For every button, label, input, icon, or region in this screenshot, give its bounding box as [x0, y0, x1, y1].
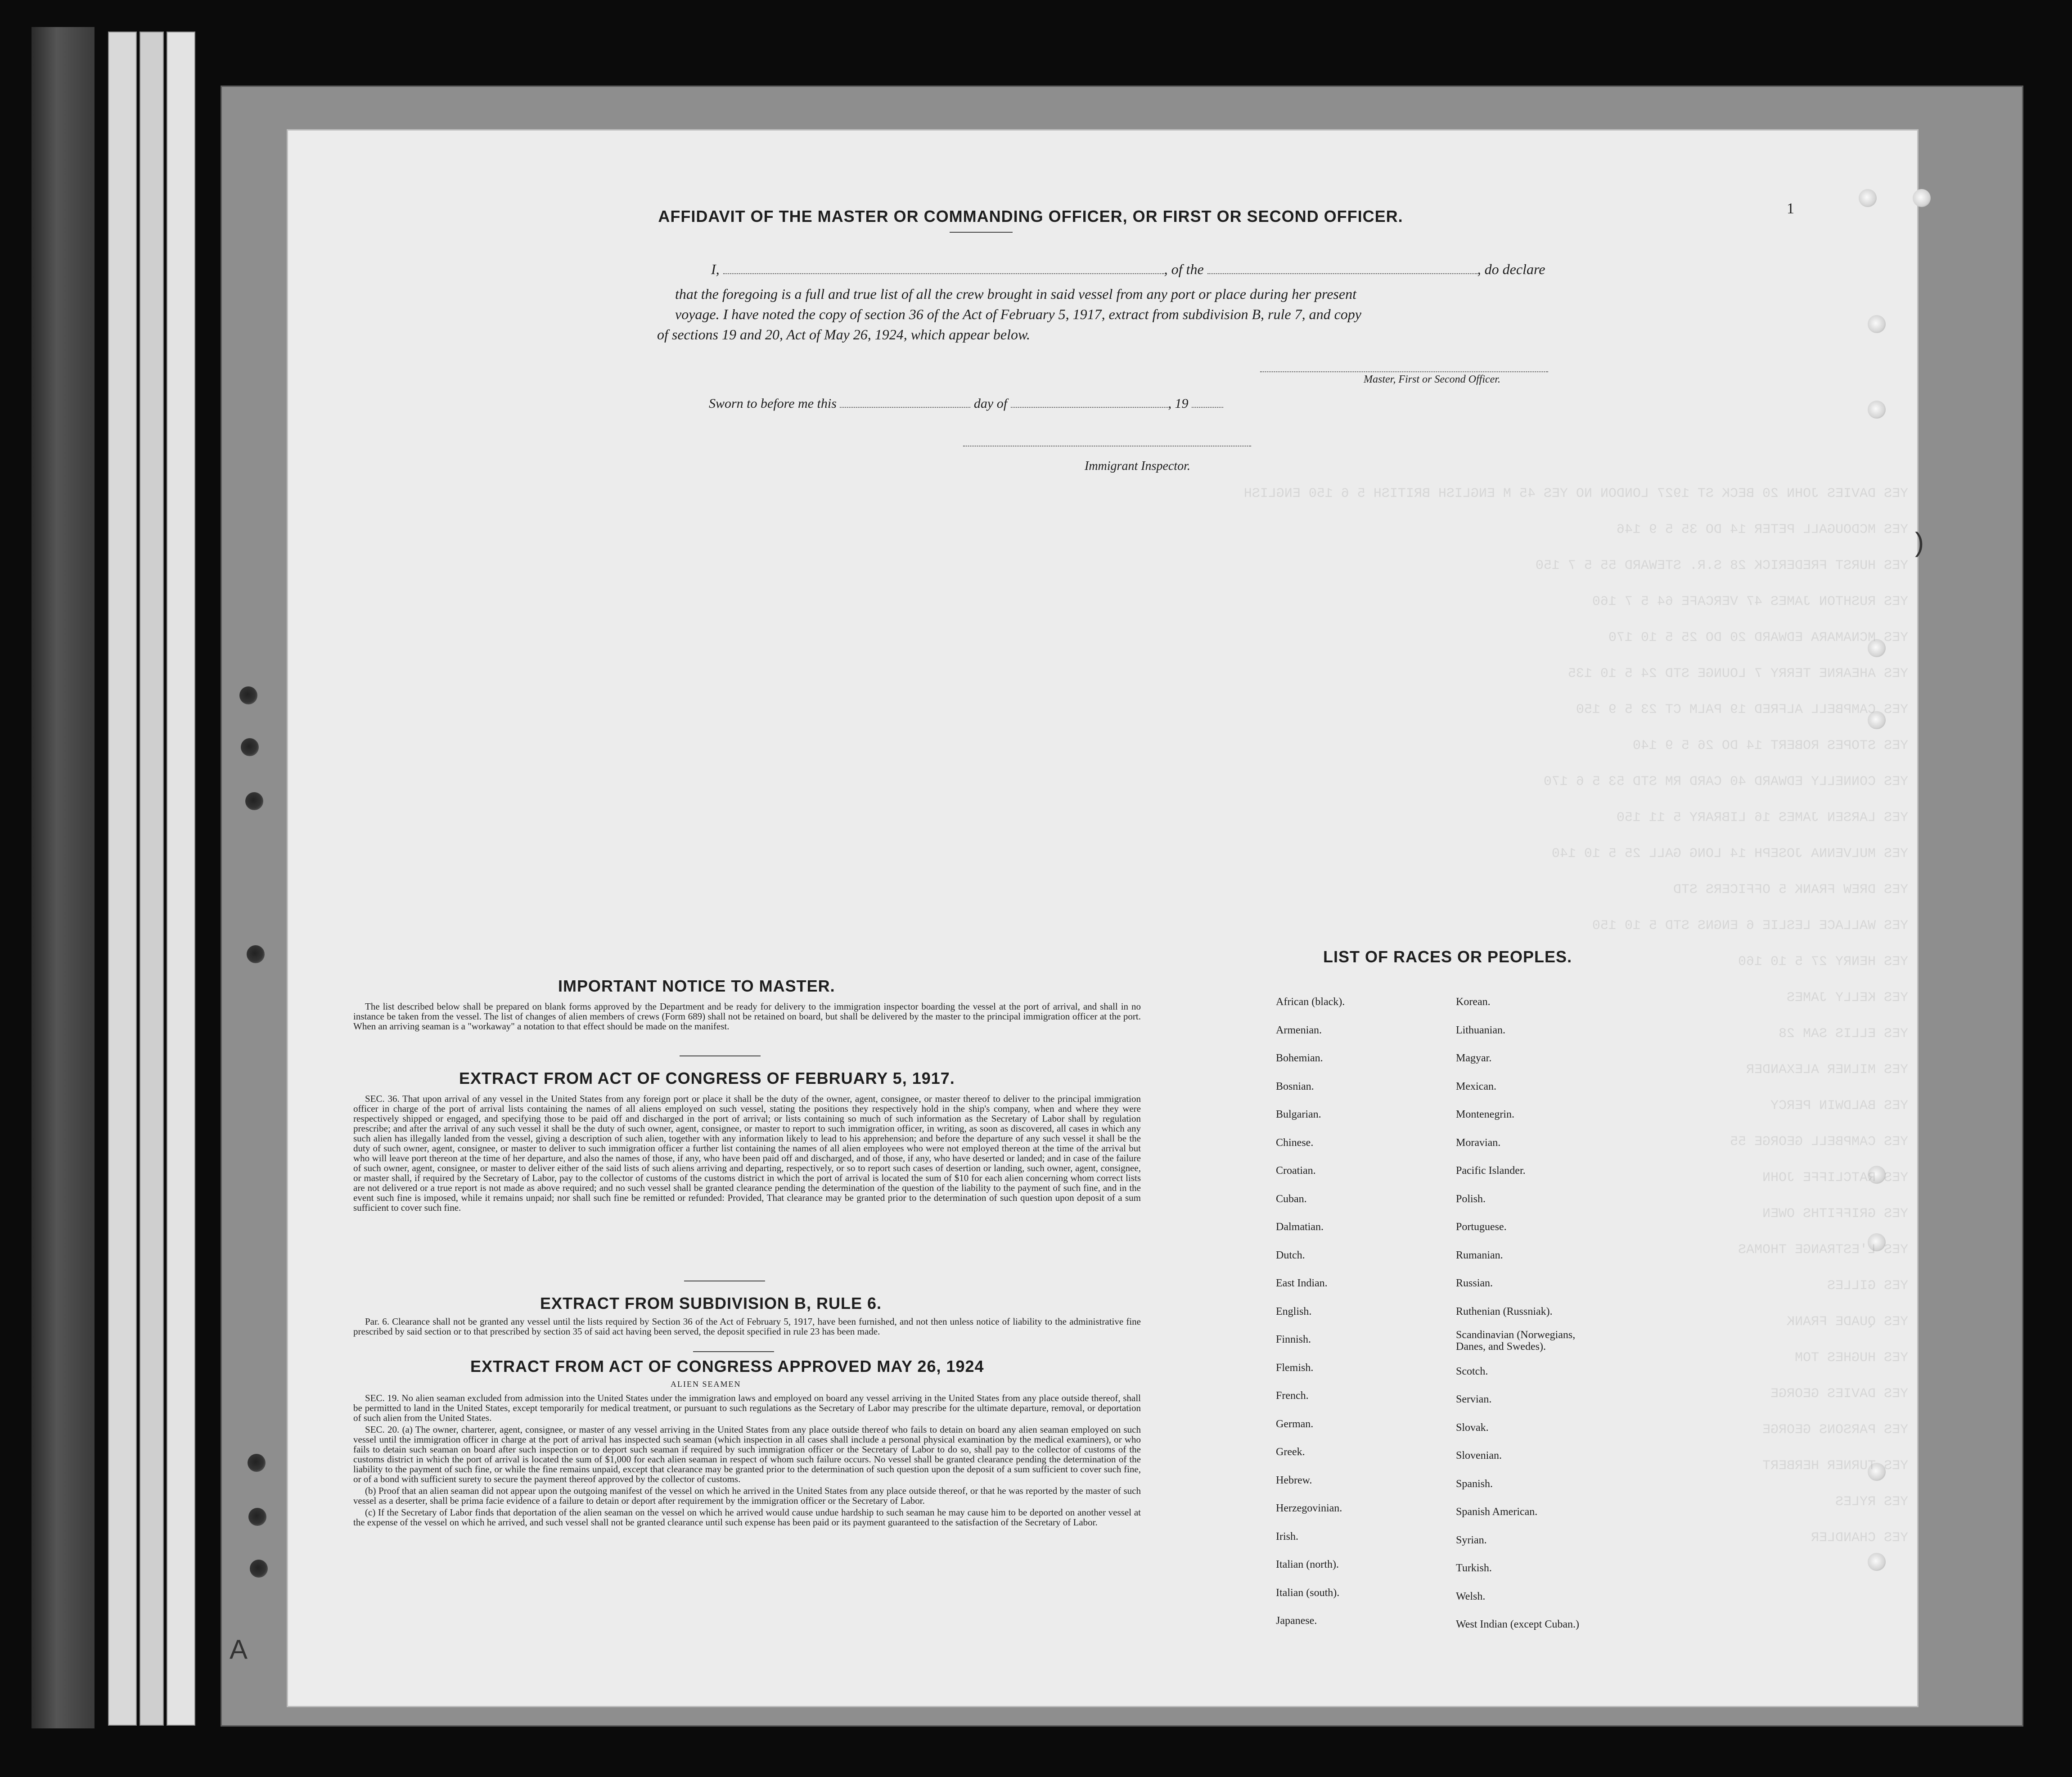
- race-item: French.: [1276, 1390, 1309, 1402]
- race-item: Finnish.: [1276, 1334, 1311, 1345]
- affidavit-text-line: of sections 19 and 20, Act of May 26, 1924, which appear below.: [657, 326, 1030, 343]
- margin-letter-mark: A: [230, 1634, 248, 1664]
- affidavit-text-line: voyage. I have noted the copy of section 36 of the Act of February 5, 1917, extract from subdivision B, rule 7, and copy: [675, 306, 1361, 322]
- race-item: Scotch.: [1456, 1365, 1488, 1377]
- vessel-name-field[interactable]: [1207, 273, 1477, 274]
- affidavit-of-the-label: , of the: [1164, 261, 1204, 277]
- race-item: Magyar.: [1456, 1052, 1492, 1064]
- race-item: Bulgarian.: [1276, 1109, 1321, 1120]
- section-19-text: SEC. 19. No alien seaman excluded from admission into the United States under the immigration laws and employed on board any vessel arriving in the United States from any place outside thereof, shall be permitted to land in the United States, except temporarily for medical treatment, or pursuant to such regulations as the Secretary of Labor may prescribe for the ultimate departure, removal, or deportation of such alien from the United States.: [353, 1393, 1141, 1423]
- alien-seamen-subtitle: ALIEN SEAMEN: [671, 1380, 741, 1389]
- sworn-day-label: day of: [973, 396, 1008, 411]
- extract-1917-title: EXTRACT FROM ACT OF CONGRESS OF FEBRUARY 5, 1917.: [459, 1069, 955, 1087]
- race-item: African (black).: [1276, 996, 1345, 1008]
- race-item: Lithuanian.: [1456, 1024, 1505, 1036]
- section-20b-text: (b) Proof that an alien seaman did not appear upon the outgoing manifest of the vessel on which he arrived in the United States from any place outside thereof, or that he was reported by the master of such vessel as a deserter, shall be prima facie evidence of a failure to detain or deport after requirement by the immigration officer or the Secretary of Labor.: [353, 1485, 1141, 1506]
- bleed-through: YES DAVIES JOHN 20 BECK ST 1927 LONDON NO YES 45 M ENGLISH BRITISH 5 6 150 ENGLISH YES MCDOUGALL PETER 14 DO 35 5 9 146 YES HURST FREDERICK 28 S.R. STEWARD 55 5 7 150 YES RUSHTON JAMES 47 VERCAFE 64 5 7 160 YES MCNAMARA EDWARD 20 DO 25 5 10 170 YES AHEARNE TERRY 7 LOUNGE STD 24 5 10 135 YES CAMPBELL ALFRED 19 PALM CT 23 5 9 150 YES STOPES ROBERT 14 DO 26 5 9 140 YES CONNELLY EDWARD 40 CARD RM STD 53 5 6 170 YES LARSEN JAMES 16 LIBRARY 5 11 150 YES MULVENNA JOSEPH 14 LONG GALL 25 5 10 140 YES DREW FRANK 5 OFFICERS STD YES WALLACE LESLIE 6 ENGNS STD 5 10 150 YES HENRY 27 5 10 160 YES KELLY JAMES YES ELLIS SAM 28 YES MILNER ALEXANDER YES BALDWIN PERCY YES CAMPBELL GEORGE 55 YES RATCLIFFE JOHN YES GRIFFITHS OWEN YES L'ESTRANGE THOMAS YES GILLES YES QUADE FRANK YES HUGHES TOM YES DAVIES GEORGE YES PARSONS GEORGE YES TURNER HERBERT YES RYLES YES CHANDLER: [1243, 486, 1908, 1546]
- punch-hole: [248, 1508, 266, 1526]
- divider: [950, 232, 1013, 233]
- punch-hole: [239, 686, 257, 704]
- race-item: Chinese.: [1276, 1137, 1314, 1149]
- race-item: Spanish.: [1456, 1478, 1493, 1490]
- race-item: West Indian (except Cuban.): [1456, 1619, 1579, 1630]
- rule-6-text: Par. 6. Clearance shall not be granted any vessel until the lists required by Section 36 of the Act of February 5, 1917, have been furnished, and not then unless notice of liability to the administrative fine prescribed by said section or to that prescribed by section 35 of said act having been served, the deposit specified in rule 23 has been made.: [353, 1316, 1141, 1337]
- race-item: Slovenian.: [1456, 1450, 1502, 1461]
- section-20a-text: SEC. 20. (a) The owner, charterer, agent, consignee, or master of any vessel arriving in the United States from any place outside thereof who fails to detain on board any alien seaman employed on such vessel until the immigration officer in charge at the port of arrival has inspected such seaman (which inspection in all cases shall include a personal physical examination by the medical examiners), or who fails to detain such seaman on board after such inspection or to deport such seaman if required by such immigration officer or the Secretary of Labor to do so, shall pay to the collector of customs of the customs district in which the port of arrival is located the sum of $1,000 for each alien seaman in respect of whom such failure occurs. No vessel shall be granted clearance pending the determination of the liability to the payment of such fine, or while the fine remains unpaid, except that clearance may be granted prior to the determination of such question upon the deposit of a sum sufficient to cover such fine, or of a bond with sufficient surety to secure the payment thereof approved by the collector of customs.: [353, 1424, 1141, 1484]
- section-36-text: SEC. 36. That upon arrival of any vessel in the United States from any foreign port or place it shall be the duty of the owner, agent, consignee, or master thereof to deliver to the principal immigration officer in charge of the port of arrival lists containing the names of all aliens employed on such vessel, stating the positions they respectively hold in the ship's company, when and where they were respectively shipped or engaged, and specifying those to be paid off and discharged in the port of arrival; or lists containing so much of such information as the Secretary of Labor shall by regulation prescribe; and after the arrival of any such vessel it shall be the duty of such owner, agent, consignee, or master to report to such immigration officer, in writing, as soon as discovered, all cases in which any such alien has illegally landed from the vessel, giving a description of such alien, together with any information likely to lead to his apprehension; and before the departure of any such vessel it shall be the duty of such owner, agent, consignee, or master to deliver to such immigration officer a further list containing the names of all alien employees who were not employed thereon at the time of the arrival but who will leave port thereon at the time of her departure, and also the names of those, if any, who have been paid off and discharged, and of those, if any, who have deserted or landed; and in case of the failure of such owner, agent, consignee, or master to deliver either of the said lists of such aliens arriving and departing, respectively, or so to report such cases of desertion or landing, such owner, agent, consignee, or master shall, if required by the Secretary of Labor, pay to the collector of customs of the customs district in which the port of arrival is located the sum of $10 for each alien concerning whom correct lists are not delivered or a true report is not made as above required; and no such vessel shall be granted clearance pending the determination of the question of the liability to the payment of such fine, and in the event such fine is imposed, while it remains unpaid; nor shall such fine be remitted or refunded: Provided, That clearance may be granted prior to the determination of such question upon deposit of a sum sufficient to cover such fine.: [353, 1093, 1141, 1213]
- notice-text: The list described below shall be prepared on blank forms approved by the Department and be ready for delivery to the immigration inspector boarding the vessel at the port of arrival, and shall in no instance be taken from the vessel. The list of changes of alien members of crews (Form 689) shall not be retained on board, but shall be delivered by the master to the principal immigration officer at the port. When an arriving seaman is a "workaway" a notation to that effect should be made on the manifest.: [353, 1001, 1141, 1032]
- punch-hole: [248, 1454, 266, 1472]
- inspector-signature-line: [963, 446, 1251, 447]
- race-item: Japanese.: [1276, 1615, 1317, 1627]
- page-edge-strip: [140, 32, 164, 1726]
- race-item: Rumanian.: [1456, 1249, 1503, 1261]
- race-item: Syrian.: [1456, 1534, 1487, 1546]
- affidavit-title: AFFIDAVIT OF THE MASTER OR COMMANDING OFFICER, OR FIRST OR SECOND OFFICER.: [658, 207, 1403, 226]
- divider: [693, 1351, 774, 1352]
- race-item: Scandinavian (Norwegians, Danes, and Swedes).: [1456, 1329, 1576, 1353]
- race-item: English.: [1276, 1305, 1312, 1317]
- extract-rule6-title: EXTRACT FROM SUBDIVISION B, RULE 6.: [540, 1294, 882, 1312]
- race-item: Welsh.: [1456, 1590, 1486, 1602]
- race-item: Ruthenian (Russniak).: [1456, 1305, 1553, 1317]
- punch-hole: [241, 738, 259, 756]
- extract-rule6-body: [353, 1317, 1141, 1338]
- punch-hole: [245, 792, 263, 810]
- affidavit-i-label: I,: [711, 261, 720, 277]
- page-edge-strip: [167, 32, 195, 1726]
- document-page: [230, 131, 1924, 1706]
- races-left-column: [1276, 988, 1345, 1635]
- race-item: Bosnian.: [1276, 1080, 1314, 1092]
- race-item: Russian.: [1456, 1277, 1493, 1289]
- divider: [680, 1055, 761, 1056]
- race-item: Armenian.: [1276, 1024, 1322, 1036]
- race-item: Irish.: [1276, 1530, 1298, 1542]
- race-item: Dalmatian.: [1276, 1221, 1324, 1233]
- sworn-year-label: , 19: [1168, 396, 1189, 411]
- affidavit-text-line: that the foregoing is a full and true list of all the crew brought in said vessel from any port or place during her present: [675, 286, 1356, 302]
- race-item: Italian (north).: [1276, 1559, 1339, 1570]
- race-item: Pacific Islander.: [1456, 1165, 1526, 1177]
- race-item: Bohemian.: [1276, 1052, 1323, 1064]
- section-20c-text: (c) If the Secretary of Labor finds that deportation of the alien seaman on the vessel on which he arrived would cause undue hardship to such seaman he may cause him to be deported on another vessel at the expense of the vessel on which he arrived, and such vessel shall not be granted clearance until such expense has been paid or its payment guaranteed to the satisfaction of the Secretary of Labor.: [353, 1507, 1141, 1528]
- extract-1917-body: [353, 1094, 1141, 1214]
- page-number: 1: [1787, 200, 1794, 217]
- race-item: East Indian.: [1276, 1277, 1328, 1289]
- punch-hole: [247, 945, 265, 963]
- sworn-day-field[interactable]: [840, 407, 970, 408]
- sworn-year-field[interactable]: [1192, 407, 1223, 408]
- master-signature-label: Master, First or Second Officer.: [1364, 374, 1500, 385]
- races-title: LIST OF RACES OR PEOPLES.: [1323, 947, 1572, 966]
- race-item: Greek.: [1276, 1446, 1305, 1458]
- master-name-field[interactable]: [723, 273, 1164, 274]
- race-item: Portuguese.: [1456, 1221, 1507, 1233]
- affidavit-declaration-line: [711, 261, 1545, 278]
- page-edge-strip: [108, 32, 137, 1726]
- race-item: German.: [1276, 1418, 1314, 1430]
- race-item: Dutch.: [1276, 1249, 1305, 1261]
- notice-title: IMPORTANT NOTICE TO MASTER.: [558, 977, 835, 995]
- master-signature-line: [1260, 371, 1548, 372]
- race-item: Servian.: [1456, 1394, 1492, 1405]
- race-item: Croatian.: [1276, 1165, 1316, 1177]
- sworn-label: Sworn to before me this: [709, 396, 837, 411]
- punch-hole: [250, 1560, 268, 1578]
- binder-spine: [32, 27, 95, 1728]
- race-item: Polish.: [1456, 1193, 1486, 1205]
- race-item: Moravian.: [1456, 1137, 1501, 1149]
- notice-body: [353, 1001, 1141, 1033]
- race-item: Flemish.: [1276, 1362, 1314, 1374]
- sworn-line: [709, 396, 1223, 411]
- races-right-column: [1456, 988, 1604, 1639]
- race-item: Mexican.: [1456, 1080, 1496, 1092]
- sworn-month-field[interactable]: [1011, 407, 1168, 408]
- race-item: Spanish American.: [1456, 1506, 1538, 1518]
- race-item: Hebrew.: [1276, 1474, 1312, 1486]
- race-item: Slovak.: [1456, 1421, 1489, 1434]
- race-item: Cuban.: [1276, 1193, 1307, 1205]
- race-item: Turkish.: [1456, 1562, 1492, 1574]
- extract-1924-title: EXTRACT FROM ACT OF CONGRESS APPROVED MAY 26, 1924: [470, 1357, 984, 1376]
- extract-1924-body: [353, 1393, 1141, 1529]
- race-item: Korean.: [1456, 996, 1491, 1008]
- inspector-signature-label: Immigrant Inspector.: [1085, 459, 1190, 473]
- affidavit-declare-label: , do declare: [1477, 261, 1545, 277]
- margin-bracket-mark: ): [1915, 527, 1924, 557]
- race-item: Herzegovinian.: [1276, 1502, 1342, 1514]
- race-item: Montenegrin.: [1456, 1109, 1514, 1120]
- race-item: Italian (south).: [1276, 1587, 1340, 1599]
